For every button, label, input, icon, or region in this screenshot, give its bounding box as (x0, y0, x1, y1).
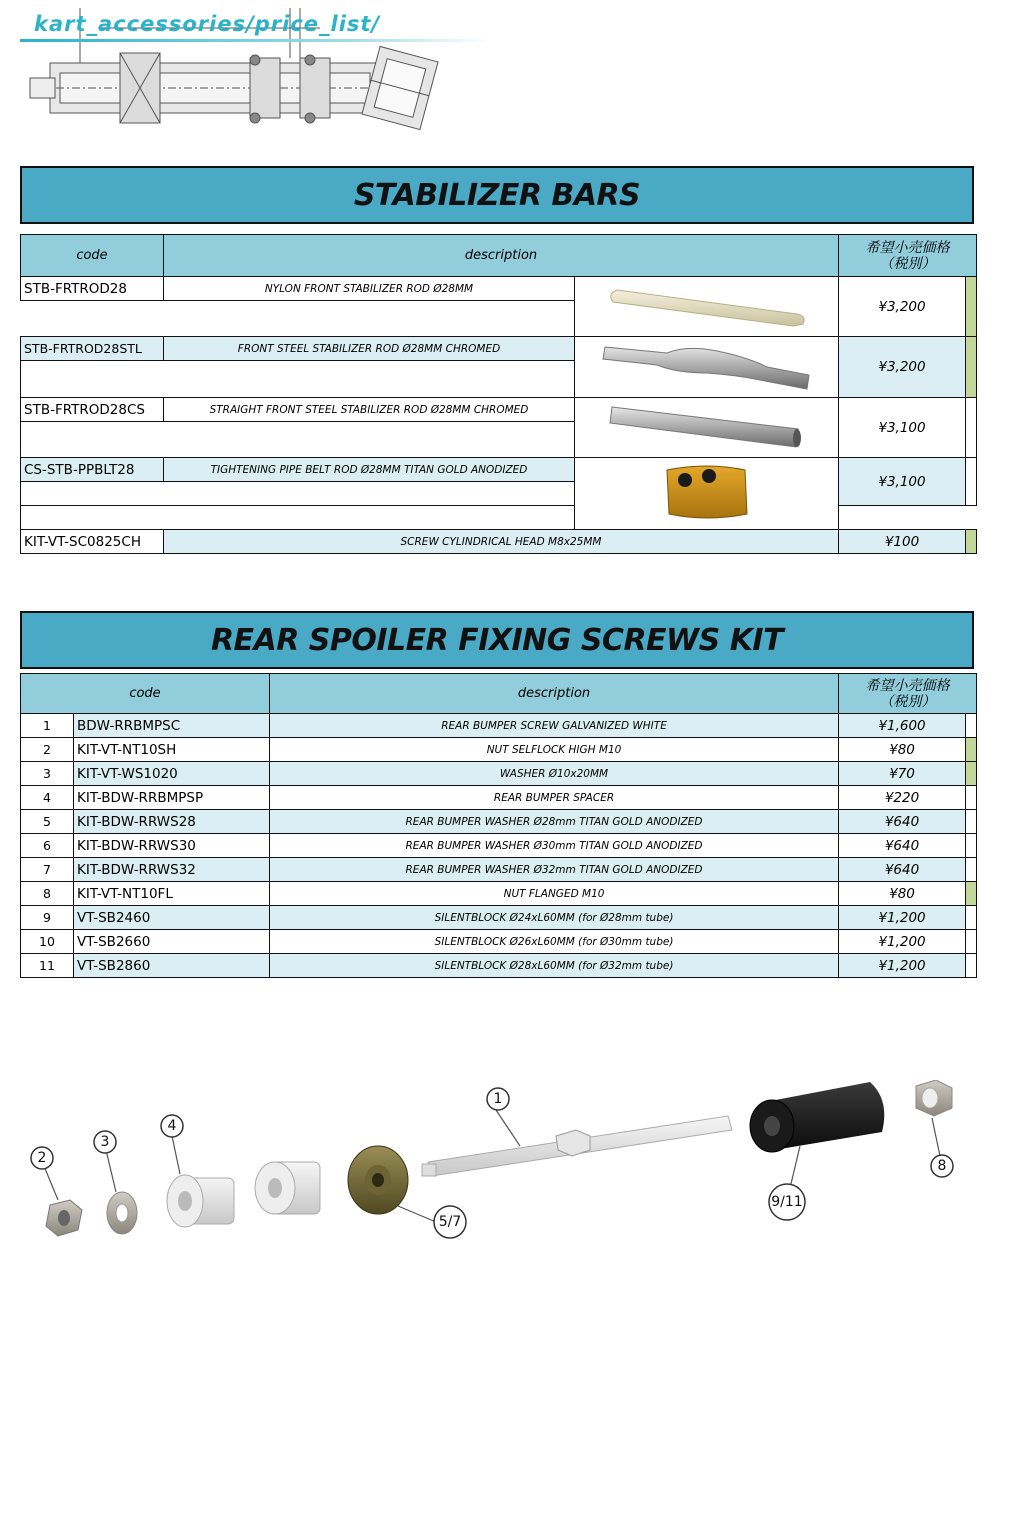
row-spacer (21, 301, 575, 337)
row-tag (966, 714, 977, 738)
table-row-price: ¥80 (839, 738, 966, 762)
row-spacer (21, 422, 575, 458)
washer-icon (107, 1192, 137, 1234)
table-row-price: ¥3,200 (839, 337, 966, 398)
pipe-belt-image (575, 458, 839, 530)
table-row-number: 9 (21, 906, 74, 930)
bumper-screw-icon (422, 1116, 732, 1176)
row-spacer (839, 506, 977, 530)
table-row-description: SILENTBLOCK Ø28xL60MM (for Ø32mm tube) (270, 954, 839, 978)
table-row-code: VT-SB2460 (74, 906, 270, 930)
spacer-sleeve-icon (255, 1162, 320, 1214)
row-tag (966, 277, 977, 337)
col-description-header: description (164, 235, 839, 277)
table-row-code: KIT-VT-WS1020 (74, 762, 270, 786)
table-row-price: ¥100 (839, 530, 966, 554)
row-tag (966, 762, 977, 786)
table-row-description: SILENTBLOCK Ø26xL60MM (for Ø30mm tube) (270, 930, 839, 954)
table-row-code: VT-SB2860 (74, 954, 270, 978)
table-row-price: ¥70 (839, 762, 966, 786)
col-price-header (839, 235, 977, 277)
table-row-number: 4 (21, 786, 74, 810)
bumper-spacer-icon (167, 1175, 234, 1227)
price-header-line1: 希望小売価格 (865, 677, 950, 694)
table-row-code: KIT-BDW-RRWS28 (74, 810, 270, 834)
row-tag (966, 906, 977, 930)
row-tag (966, 458, 977, 506)
exploded-parts-diagram (20, 1080, 1000, 1260)
table-row-description: NUT FLANGED M10 (270, 882, 839, 906)
silentblock-icon (750, 1082, 884, 1152)
callout-label-9-11: 9/11 (771, 1194, 803, 1210)
row-tag (966, 738, 977, 762)
table-row-number: 8 (21, 882, 74, 906)
table-row-price: ¥80 (839, 882, 966, 906)
table-row-description: STRAIGHT FRONT STEEL STABILIZER ROD Ø28MM CHROMED (164, 398, 575, 422)
table-row-price: ¥640 (839, 810, 966, 834)
row-spacer (21, 482, 575, 506)
callout-label-8: 8 (937, 1158, 947, 1174)
table-row-description: REAR BUMPER SCREW GALVANIZED WHITE (270, 714, 839, 738)
row-tag (966, 834, 977, 858)
spoiler-section-title: REAR SPOILER FIXING SCREWS KIT (20, 611, 974, 669)
row-tag (966, 930, 977, 954)
callout-label-1: 1 (493, 1091, 503, 1107)
table-row-code: KIT-BDW-RRBMPSP (74, 786, 270, 810)
col-code-header: code (21, 674, 270, 714)
stabilizer-table (20, 234, 977, 554)
nylon-rod-image (575, 277, 839, 337)
table-row-price: ¥640 (839, 858, 966, 882)
row-tag (966, 786, 977, 810)
table-row-code: CS-STB-PPBLT28 (21, 458, 164, 482)
row-tag (966, 882, 977, 906)
table-row-code: STB-FRTROD28STL (21, 337, 164, 361)
table-row-price: ¥1,200 (839, 930, 966, 954)
table-row-code: VT-SB2660 (74, 930, 270, 954)
table-row-price: ¥3,200 (839, 277, 966, 337)
row-tag (966, 810, 977, 834)
table-row-description: TIGHTENING PIPE BELT ROD Ø28MM TITAN GOLD ANODIZED (164, 458, 575, 482)
table-row-price: ¥220 (839, 786, 966, 810)
table-row-number: 6 (21, 834, 74, 858)
table-row-number: 1 (21, 714, 74, 738)
table-row-description: NUT SELFLOCK HIGH M10 (270, 738, 839, 762)
pipe-belt-icon (657, 460, 757, 524)
table-row-number: 5 (21, 810, 74, 834)
straight-rod-icon (602, 399, 812, 453)
callout-label-5-7: 5/7 (438, 1214, 462, 1230)
table-row-number: 10 (21, 930, 74, 954)
row-tag (966, 954, 977, 978)
table-row-description: SCREW CYLINDRICAL HEAD M8x25MM (164, 530, 839, 554)
straight-rod-image (575, 398, 839, 458)
table-row-description: SILENTBLOCK Ø24xL60MM (for Ø28mm tube) (270, 906, 839, 930)
steel-flat-rod-image (575, 337, 839, 398)
table-row-code: BDW-RRBMPSC (74, 714, 270, 738)
table-row-number: 2 (21, 738, 74, 762)
table-row-code: KIT-BDW-RRWS32 (74, 858, 270, 882)
table-row-code: STB-FRTROD28 (21, 277, 164, 301)
table-row-description: WASHER Ø10x20MM (270, 762, 839, 786)
table-row-price: ¥1,600 (839, 714, 966, 738)
steel-flat-rod-icon (597, 337, 817, 393)
col-code-header: code (21, 235, 164, 277)
table-row-description: REAR BUMPER SPACER (270, 786, 839, 810)
row-tag (966, 398, 977, 458)
flanged-nut-icon (916, 1080, 952, 1116)
stabilizer-section-title: STABILIZER BARS (20, 166, 974, 224)
callout-label-2: 2 (37, 1150, 47, 1166)
row-spacer (21, 506, 575, 530)
table-row-description: REAR BUMPER WASHER Ø32mm TITAN GOLD ANODIZED (270, 858, 839, 882)
row-tag (966, 858, 977, 882)
table-row-description: REAR BUMPER WASHER Ø30mm TITAN GOLD ANODIZED (270, 834, 839, 858)
header-underline (20, 39, 490, 42)
callout-label-3: 3 (100, 1134, 110, 1150)
selflock-nut-icon (46, 1200, 82, 1236)
table-row-price: ¥3,100 (839, 398, 966, 458)
table-row-description: REAR BUMPER WASHER Ø28mm TITAN GOLD ANODIZED (270, 810, 839, 834)
table-row-price: ¥1,200 (839, 906, 966, 930)
spoiler-table (20, 673, 977, 978)
table-row-number: 3 (21, 762, 74, 786)
table-row-number: 11 (21, 954, 74, 978)
row-spacer (21, 361, 575, 398)
table-row-code: KIT-VT-SC0825CH (21, 530, 164, 554)
table-row-code: KIT-BDW-RRWS30 (74, 834, 270, 858)
page-path-title: kart_accessories/price_list/ (34, 12, 381, 36)
table-row-description: NYLON FRONT STABILIZER ROD Ø28MM (164, 277, 575, 301)
table-row-description: FRONT STEEL STABILIZER ROD Ø28MM CHROMED (164, 337, 575, 361)
gold-washer-icon (348, 1146, 408, 1214)
table-row-number: 7 (21, 858, 74, 882)
nylon-rod-icon (597, 278, 817, 332)
table-row-price: ¥640 (839, 834, 966, 858)
table-row-code: STB-FRTROD28CS (21, 398, 164, 422)
row-tag (966, 337, 977, 398)
table-row-price: ¥1,200 (839, 954, 966, 978)
price-header-line2: （税別） (879, 255, 936, 272)
table-row-price: ¥3,100 (839, 458, 966, 506)
price-header-line2: （税別） (879, 693, 936, 710)
table-row-code: KIT-VT-NT10SH (74, 738, 270, 762)
table-row-code: KIT-VT-NT10FL (74, 882, 270, 906)
callout-label-4: 4 (167, 1118, 177, 1134)
price-header-line1: 希望小売価格 (865, 239, 950, 256)
col-price-header (839, 674, 977, 714)
row-tag (966, 530, 977, 554)
col-description-header: description (270, 674, 839, 714)
